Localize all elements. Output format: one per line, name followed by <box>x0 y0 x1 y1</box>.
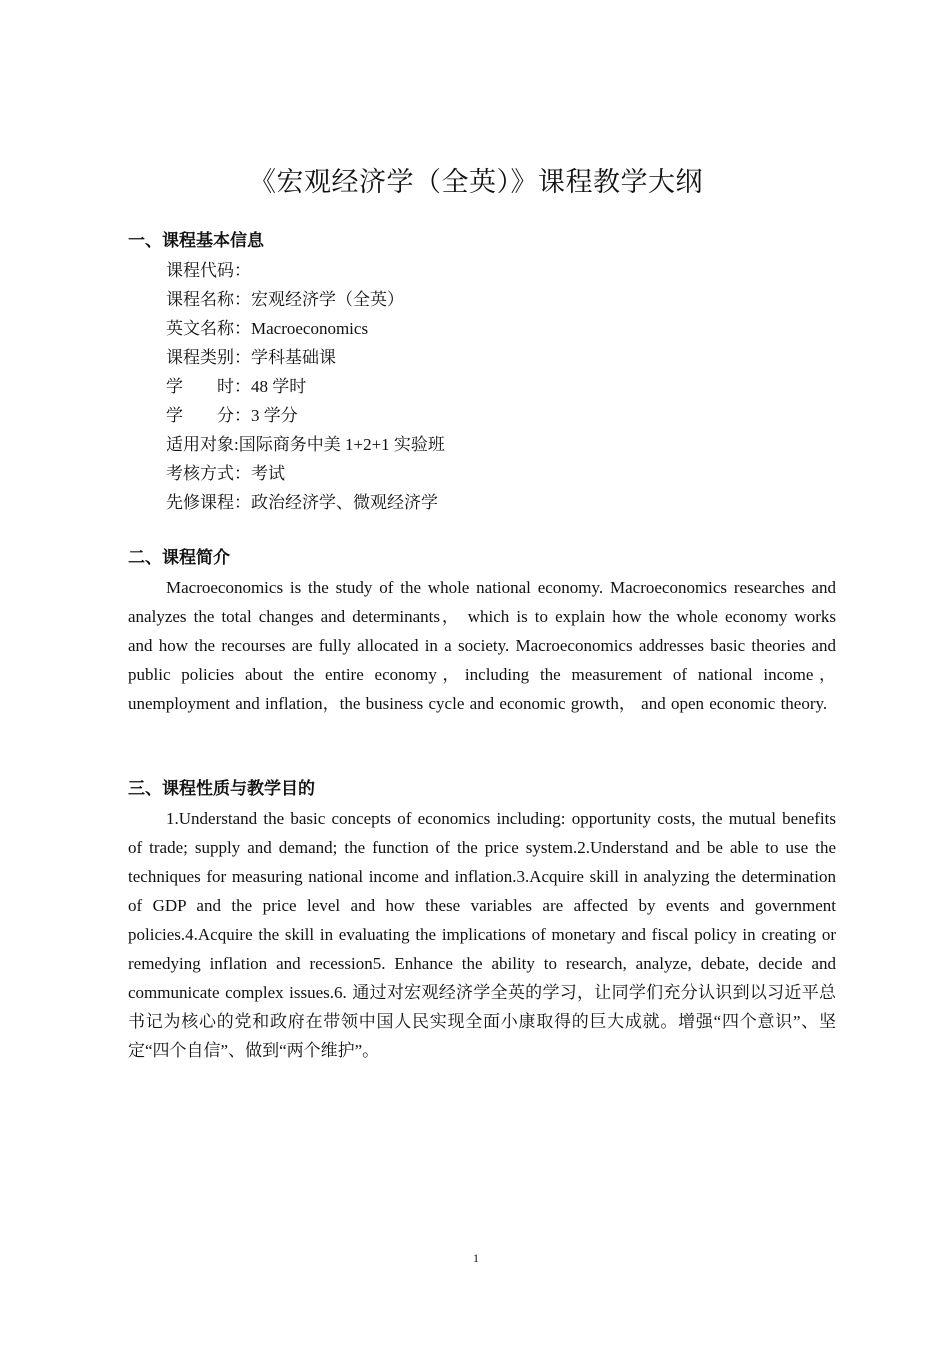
info-row-assessment <box>128 459 836 488</box>
course-intro-paragraph: Macroeconomics is the study of the whole national economy. Macroeconomics researches and analyzes the total changes and determinants， which is to explain how the whole economy works and how the recourses are fully allocated in a society. Macroeconomics addresses basic theories and public policies about the entire economy，including the measurement of national income，unemployment and inflation，the business cycle and economic growth， and open economic theory. <box>128 578 836 713</box>
info-label: 课程代码： <box>166 261 251 280</box>
course-objectives-paragraph: 1.Understand the basic concepts of economics including: opportunity costs, the mutual benefits of trade; supply and demand; the function of the price system.2.Understand and be able to use the techniques for measuring national income and inflation.3.Acquire skill in analyzing the determination of GDP and the price level and how these variables are affected by events and government policies.4.Acquire the skill in evaluating the implications of monetary and fiscal policy in creating or remedying inflation and recession5. Enhance the ability to research, analyze, debate, decide and communicate complex issues.6. 通过对宏观经济学全英的学习，让同学们充分认识到以习近平总书记为核心的党和政府在带领中国人民实现全面小康取得的巨大成就。增强“四个意识”、坚定“四个自信”、做到“两个维护”。 <box>128 809 836 1060</box>
info-row-course-category <box>128 343 836 372</box>
basic-info-list <box>128 256 836 517</box>
info-label: 先修课程： <box>166 493 251 512</box>
info-row-hours <box>128 372 836 401</box>
info-value: 考试 <box>251 464 285 483</box>
info-label: 学 分： <box>166 406 251 425</box>
info-label: 考核方式： <box>166 464 251 483</box>
document-title: 《宏观经济学（全英）》课程教学大纲 <box>249 167 703 197</box>
info-row-prerequisites <box>128 488 836 517</box>
section-course-intro <box>128 544 836 718</box>
info-row-credits <box>128 401 836 430</box>
info-value: 学科基础课 <box>251 348 336 367</box>
section-course-objectives <box>128 775 836 1065</box>
info-label: 课程类别： <box>166 348 251 367</box>
section-heading-course-objectives: 三、课程性质与教学目的 <box>128 779 315 799</box>
info-label: 适用对象: <box>166 435 239 454</box>
info-label: 课程名称： <box>166 290 251 309</box>
page-number: 1 <box>473 1251 479 1265</box>
info-row-target-students <box>128 430 836 459</box>
info-value: 政治经济学、微观经济学 <box>251 493 438 512</box>
info-row-course-code <box>128 256 836 285</box>
info-value: 宏观经济学（全英） <box>251 290 404 309</box>
section-heading-basic-info: 一、课程基本信息 <box>128 231 264 251</box>
info-label: 学 时： <box>166 377 251 396</box>
info-row-english-name <box>128 314 836 343</box>
info-row-course-name <box>128 285 836 314</box>
info-value: 国际商务中美 1+2+1 实验班 <box>238 435 445 454</box>
info-label: 英文名称： <box>166 319 251 338</box>
section-basic-info <box>128 227 836 517</box>
info-value: 3 学分 <box>251 406 298 425</box>
info-value: 48 学时 <box>251 377 307 396</box>
section-heading-course-intro: 二、课程简介 <box>128 548 230 568</box>
info-value: Macroeconomics <box>251 319 369 338</box>
